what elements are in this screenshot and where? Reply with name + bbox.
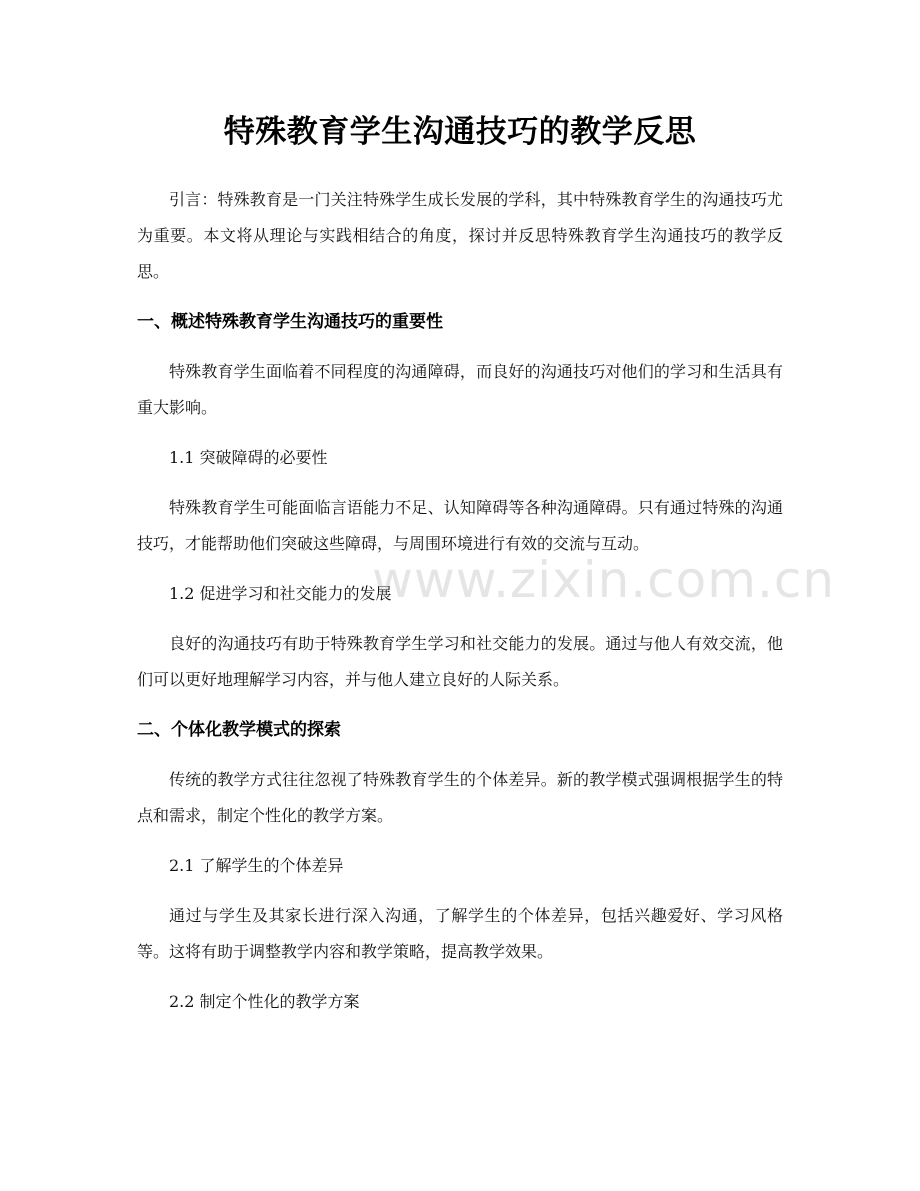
subsection-1-2-title: 1.2 促进学习和社交能力的发展 [169, 584, 392, 603]
subsection-1-1-title: 1.1 突破障碍的必要性 [169, 448, 328, 467]
subsection-2-2-title: 2.2 制定个性化的教学方案 [169, 992, 360, 1011]
watermark-text: www.zixin.com.cn [372, 551, 836, 609]
section-1-heading: 一、概述特殊教育学生沟通技巧的重要性 [137, 312, 443, 332]
intro-paragraph: 引言：特殊教育是一门关注特殊学生成长发展的学科，其中特殊教育学生的沟通技巧尤为重要。本文将从理论与实践相结合的角度，探讨并反思特殊教育学生沟通技巧的教学反思。 [137, 190, 783, 281]
section-2-heading: 二、个体化教学模式的探索 [137, 720, 341, 740]
subsection-2-1-title: 2.1 了解学生的个体差异 [169, 856, 344, 875]
subsection-1-1-body: 特殊教育学生可能面临言语能力不足、认知障碍等各种沟通障碍。只有通过特殊的沟通技巧，才能帮助他们突破这些障碍，与周围环境进行有效的交流与互动。 [137, 498, 783, 553]
subsection-2-1-body: 通过与学生及其家长进行深入沟通，了解学生的个体差异，包括兴趣爱好、学习风格等。这将有助于调整教学内容和教学策略，提高教学效果。 [137, 906, 783, 961]
document-title: 特殊教育学生沟通技巧的教学反思 [223, 114, 697, 150]
section-1-body: 特殊教育学生面临着不同程度的沟通障碍，而良好的沟通技巧对他们的学习和生活具有重大影响。 [137, 362, 783, 417]
subsection-1-2-body: 良好的沟通技巧有助于特殊教育学生学习和社交能力的发展。通过与他人有效交流，他们可以更好地理解学习内容，并与他人建立良好的人际关系。 [137, 634, 783, 689]
section-2-body: 传统的教学方式往往忽视了特殊教育学生的个体差异。新的教学模式强调根据学生的特点和需求，制定个性化的教学方案。 [137, 770, 783, 825]
